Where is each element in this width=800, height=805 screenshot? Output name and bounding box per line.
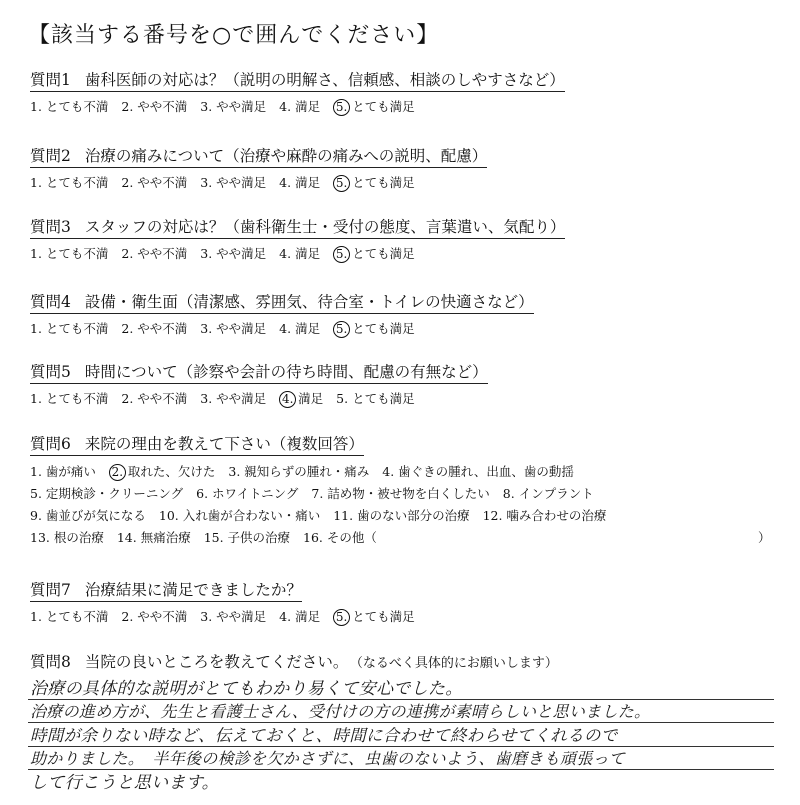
option-1[interactable]: 1. とても不満: [30, 609, 109, 624]
reason-1[interactable]: 1. 歯が痛い: [30, 464, 96, 479]
question-3: [30, 215, 800, 263]
question-1: [30, 68, 800, 116]
option-1[interactable]: 1. とても不満: [30, 321, 109, 336]
reason-8[interactable]: 8. インプラント: [502, 486, 594, 501]
question-5: [30, 360, 800, 408]
answer-line: [28, 723, 774, 747]
option-4[interactable]: 4. 満足: [279, 246, 321, 261]
question-title: 質問1 歯科医師の対応は？（説明の明解さ、信頼感、相談のしやすさなど）: [30, 68, 565, 92]
option-3[interactable]: 3. やや満足: [200, 246, 267, 261]
handwritten-text: して行こうと思います。: [30, 772, 219, 793]
answer-options: [30, 173, 800, 192]
reason-row-3: [30, 506, 800, 522]
option-2[interactable]: 2. やや不満: [121, 246, 188, 261]
option-2[interactable]: 2. やや不満: [121, 391, 188, 406]
option-4-selected[interactable]: 4. 満足: [279, 389, 323, 408]
reason-row-2: [30, 484, 800, 500]
option-5[interactable]: 5. とても満足: [336, 391, 415, 406]
handwritten-text: 時間が余りない時など、伝えておくと、時間に合わせて終わらせてくれるので: [30, 725, 618, 745]
option-4[interactable]: 4. 満足: [279, 175, 321, 190]
reason-row-4: [30, 528, 800, 544]
handwritten-text: 治療の進め方が、先生と看護士さん、受付けの方の連携が素晴らしいと思いました。: [30, 702, 651, 722]
reason-16-other[interactable]: 16. その他（: [303, 530, 377, 545]
question-6: [30, 432, 800, 544]
question-title: 質問2 治療の痛みについて（治療や麻酔の痛みへの説明、配慮）: [30, 144, 487, 168]
reason-2-selected[interactable]: 2. 取れた、欠けた: [109, 462, 216, 481]
option-1[interactable]: 1. とても不満: [30, 99, 109, 114]
question-7: [30, 578, 800, 626]
answer-line: [28, 700, 774, 724]
option-3[interactable]: 3. やや満足: [200, 175, 267, 190]
reason-5[interactable]: 5. 定期検診・クリーニング: [30, 486, 184, 501]
question-title: 質問4 設備・衛生面（清潔感、雰囲気、待合室・トイレの快適さなど）: [30, 290, 534, 314]
answer-line: [28, 747, 774, 771]
option-3[interactable]: 3. やや満足: [200, 391, 267, 406]
option-1[interactable]: 1. とても不満: [30, 391, 109, 406]
answer-line: [28, 770, 774, 793]
option-5-selected[interactable]: 5. とても満足: [333, 173, 415, 192]
reason-3[interactable]: 3. 親知らずの腫れ・痛み: [228, 464, 370, 479]
reason-11[interactable]: 11. 歯のない部分の治療: [333, 508, 470, 523]
option-4[interactable]: 4. 満足: [279, 321, 321, 336]
answer-options: [30, 319, 800, 338]
question-4: [30, 290, 800, 338]
answer-line: [28, 676, 774, 700]
other-paren-close: ）: [758, 530, 771, 545]
option-2[interactable]: 2. やや不満: [121, 321, 188, 336]
free-answer-area[interactable]: [28, 676, 774, 793]
reason-10[interactable]: 10. 入れ歯が合わない・痛い: [158, 508, 321, 523]
option-5-selected[interactable]: 5. とても満足: [333, 607, 415, 626]
option-4[interactable]: 4. 満足: [279, 99, 321, 114]
option-1[interactable]: 1. とても不満: [30, 246, 109, 261]
reason-6[interactable]: 6. ホワイトニング: [196, 486, 299, 501]
question-title: 質問7 治療結果に満足できましたか？: [30, 578, 302, 602]
option-5-selected[interactable]: 5. とても満足: [333, 97, 415, 116]
question-title: 質問8 当院の良いところを教えてください。 （なるべく具体的にお願いします）: [30, 653, 558, 671]
option-3[interactable]: 3. やや満足: [200, 321, 267, 336]
answer-options: [30, 607, 800, 626]
option-2[interactable]: 2. やや不満: [121, 609, 188, 624]
reason-13[interactable]: 13. 根の治療: [30, 530, 104, 545]
question-title: 質問3 スタッフの対応は？（歯科衛生士・受付の態度、言葉遣い、気配り）: [30, 215, 565, 239]
option-5-selected[interactable]: 5. とても満足: [333, 319, 415, 338]
reason-15[interactable]: 15. 子供の治療: [203, 530, 291, 545]
option-1[interactable]: 1. とても不満: [30, 175, 109, 190]
answer-options: [30, 389, 800, 408]
option-5-selected[interactable]: 5. とても満足: [333, 244, 415, 263]
handwritten-text: 助かりました。 半年後の検診を欠かさずに、虫歯のないよう、歯磨きも頑張って: [30, 749, 626, 769]
option-2[interactable]: 2. やや不満: [121, 175, 188, 190]
question-title: 質問6 来院の理由を教えて下さい（複数回答）: [30, 432, 364, 456]
page-header: 【該当する番号を○で囲んでください】: [28, 23, 440, 48]
question-title: 質問5 時間について（診察や会計の待ち時間、配慮の有無など）: [30, 360, 488, 384]
reason-7[interactable]: 7. 詰め物・被せ物を白くしたい: [311, 486, 490, 501]
option-2[interactable]: 2. やや不満: [121, 99, 188, 114]
question-8: [30, 650, 800, 672]
reason-4[interactable]: 4. 歯ぐきの腫れ、出血、歯の動揺: [382, 464, 574, 479]
reason-14[interactable]: 14. 無痛治療: [116, 530, 191, 545]
option-3[interactable]: 3. やや満足: [200, 609, 267, 624]
handwritten-text: 治療の具体的な説明がとてもわかり易くて安心でした。: [30, 678, 463, 699]
answer-options: [30, 244, 800, 263]
answer-options: [30, 97, 800, 116]
option-3[interactable]: 3. やや満足: [200, 99, 267, 114]
reason-9[interactable]: 9. 歯並びが気になる: [30, 508, 146, 523]
question-2: [30, 144, 800, 192]
reason-12[interactable]: 12. 噛み合わせの治療: [482, 508, 607, 523]
option-4[interactable]: 4. 満足: [279, 609, 321, 624]
reason-row-1: [30, 462, 800, 478]
